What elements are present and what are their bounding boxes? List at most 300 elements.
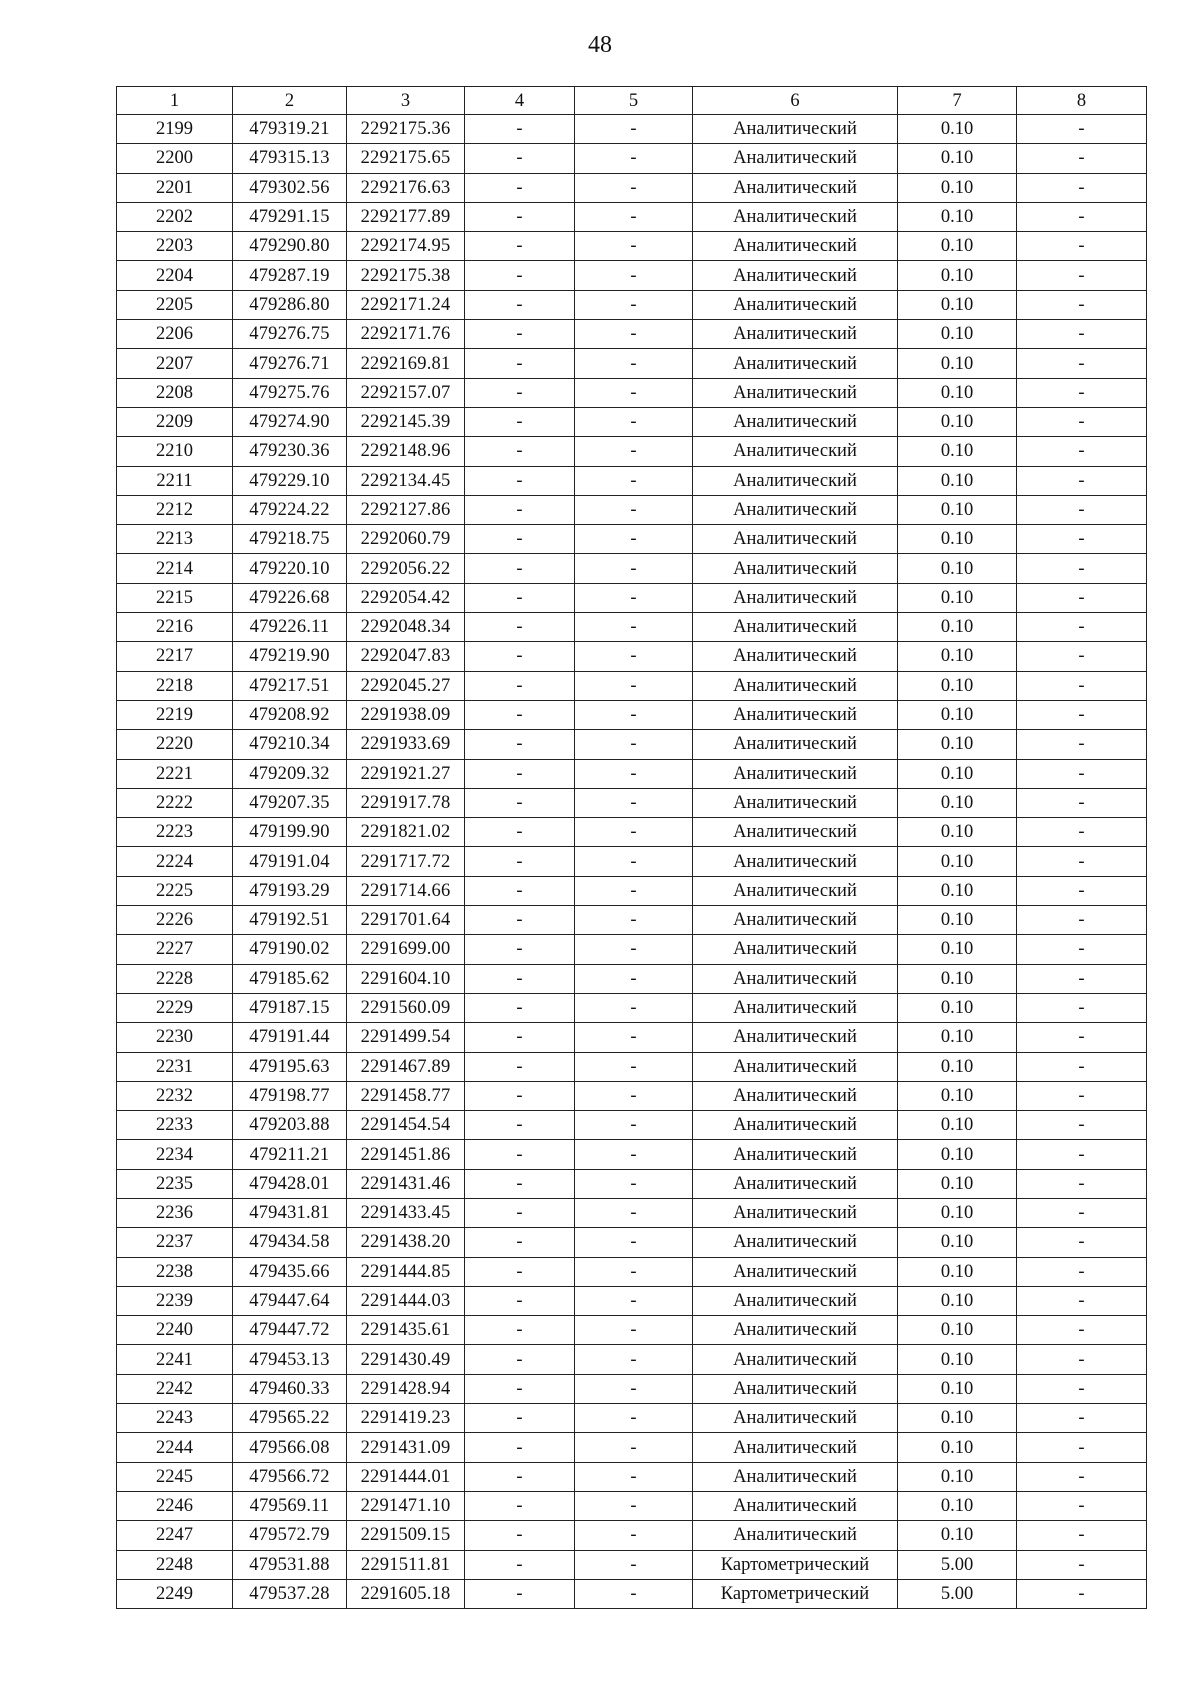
x-coordinate-cell: 479193.29 — [233, 876, 347, 905]
x-coordinate-cell: 479226.68 — [233, 583, 347, 612]
column-4-cell: - — [465, 964, 575, 993]
accuracy-cell: 0.10 — [898, 466, 1017, 495]
column-4-cell: - — [465, 495, 575, 524]
column-4-cell: - — [465, 407, 575, 436]
column-5-cell: - — [575, 935, 693, 964]
column-8-cell: - — [1017, 1169, 1147, 1198]
column-8-cell: - — [1017, 525, 1147, 554]
column-4-cell: - — [465, 1345, 575, 1374]
column-5-cell: - — [575, 320, 693, 349]
point-number-cell: 2247 — [117, 1521, 233, 1550]
column-4-cell: - — [465, 876, 575, 905]
table-row — [117, 1374, 1147, 1403]
column-5-cell: - — [575, 144, 693, 173]
table-row — [117, 378, 1147, 407]
column-4-cell: - — [465, 437, 575, 466]
column-5-cell: - — [575, 554, 693, 583]
accuracy-cell: 0.10 — [898, 613, 1017, 642]
column-4-cell: - — [465, 1198, 575, 1227]
x-coordinate-cell: 479275.76 — [233, 378, 347, 407]
column-5-cell: - — [575, 1081, 693, 1110]
point-number-cell: 2200 — [117, 144, 233, 173]
column-header: 7 — [898, 87, 1017, 115]
table-row — [117, 320, 1147, 349]
table-row — [117, 1491, 1147, 1520]
x-coordinate-cell: 479290.80 — [233, 232, 347, 261]
x-coordinate-cell: 479203.88 — [233, 1111, 347, 1140]
method-cell: Аналитический — [693, 232, 898, 261]
x-coordinate-cell: 479287.19 — [233, 261, 347, 290]
accuracy-cell: 0.10 — [898, 935, 1017, 964]
accuracy-cell: 0.10 — [898, 554, 1017, 583]
column-8-cell: - — [1017, 466, 1147, 495]
column-5-cell: - — [575, 818, 693, 847]
table-row — [117, 700, 1147, 729]
point-number-cell: 2209 — [117, 407, 233, 436]
method-cell: Аналитический — [693, 1169, 898, 1198]
accuracy-cell: 0.10 — [898, 1404, 1017, 1433]
column-8-cell: - — [1017, 876, 1147, 905]
table-row — [117, 202, 1147, 231]
method-cell: Аналитический — [693, 1521, 898, 1550]
column-5-cell: - — [575, 671, 693, 700]
column-4-cell: - — [465, 993, 575, 1022]
column-4-cell: - — [465, 144, 575, 173]
column-4-cell: - — [465, 671, 575, 700]
table-row — [117, 1521, 1147, 1550]
y-coordinate-cell: 2291454.54 — [347, 1111, 465, 1140]
column-5-cell: - — [575, 1140, 693, 1169]
table-row — [117, 261, 1147, 290]
method-cell: Аналитический — [693, 1198, 898, 1227]
method-cell: Аналитический — [693, 144, 898, 173]
column-5-cell: - — [575, 993, 693, 1022]
method-cell: Аналитический — [693, 583, 898, 612]
point-number-cell: 2248 — [117, 1550, 233, 1579]
column-8-cell: - — [1017, 583, 1147, 612]
column-header: 2 — [233, 87, 347, 115]
x-coordinate-cell: 479219.90 — [233, 642, 347, 671]
y-coordinate-cell: 2291821.02 — [347, 818, 465, 847]
column-4-cell: - — [465, 700, 575, 729]
method-cell: Аналитический — [693, 1433, 898, 1462]
y-coordinate-cell: 2291604.10 — [347, 964, 465, 993]
accuracy-cell: 5.00 — [898, 1579, 1017, 1608]
column-5-cell: - — [575, 232, 693, 261]
y-coordinate-cell: 2291433.45 — [347, 1198, 465, 1227]
column-8-cell: - — [1017, 1257, 1147, 1286]
column-5-cell: - — [575, 730, 693, 759]
column-4-cell: - — [465, 642, 575, 671]
column-5-cell: - — [575, 261, 693, 290]
point-number-cell: 2210 — [117, 437, 233, 466]
table-row — [117, 1286, 1147, 1315]
column-4-cell: - — [465, 906, 575, 935]
table-row — [117, 1140, 1147, 1169]
y-coordinate-cell: 2291511.81 — [347, 1550, 465, 1579]
y-coordinate-cell: 2291701.64 — [347, 906, 465, 935]
y-coordinate-cell: 2291938.09 — [347, 700, 465, 729]
method-cell: Аналитический — [693, 964, 898, 993]
column-5-cell: - — [575, 349, 693, 378]
x-coordinate-cell: 479453.13 — [233, 1345, 347, 1374]
column-8-cell: - — [1017, 1345, 1147, 1374]
column-4-cell: - — [465, 847, 575, 876]
column-header: 8 — [1017, 87, 1147, 115]
column-8-cell: - — [1017, 906, 1147, 935]
accuracy-cell: 0.10 — [898, 1257, 1017, 1286]
table-row — [117, 525, 1147, 554]
column-5-cell: - — [575, 1345, 693, 1374]
method-cell: Аналитический — [693, 700, 898, 729]
method-cell: Аналитический — [693, 1345, 898, 1374]
point-number-cell: 2216 — [117, 613, 233, 642]
table-row — [117, 613, 1147, 642]
method-cell: Аналитический — [693, 993, 898, 1022]
accuracy-cell: 0.10 — [898, 349, 1017, 378]
column-8-cell: - — [1017, 730, 1147, 759]
y-coordinate-cell: 2292169.81 — [347, 349, 465, 378]
column-5-cell: - — [575, 1169, 693, 1198]
column-4-cell: - — [465, 788, 575, 817]
column-8-cell: - — [1017, 700, 1147, 729]
y-coordinate-cell: 2291699.00 — [347, 935, 465, 964]
table-row — [117, 671, 1147, 700]
method-cell: Аналитический — [693, 847, 898, 876]
method-cell: Аналитический — [693, 613, 898, 642]
accuracy-cell: 5.00 — [898, 1550, 1017, 1579]
column-5-cell: - — [575, 290, 693, 319]
table-row — [117, 495, 1147, 524]
column-5-cell: - — [575, 1023, 693, 1052]
column-5-cell: - — [575, 1491, 693, 1520]
point-number-cell: 2199 — [117, 115, 233, 144]
column-4-cell: - — [465, 1140, 575, 1169]
column-4-cell: - — [465, 935, 575, 964]
point-number-cell: 2213 — [117, 525, 233, 554]
column-5-cell: - — [575, 525, 693, 554]
point-number-cell: 2235 — [117, 1169, 233, 1198]
column-8-cell: - — [1017, 1140, 1147, 1169]
point-number-cell: 2249 — [117, 1579, 233, 1608]
x-coordinate-cell: 479217.51 — [233, 671, 347, 700]
table-row — [117, 144, 1147, 173]
y-coordinate-cell: 2292157.07 — [347, 378, 465, 407]
table-row — [117, 964, 1147, 993]
column-5-cell: - — [575, 964, 693, 993]
accuracy-cell: 0.10 — [898, 378, 1017, 407]
table-row — [117, 407, 1147, 436]
column-4-cell: - — [465, 1023, 575, 1052]
column-8-cell: - — [1017, 1111, 1147, 1140]
column-4-cell: - — [465, 818, 575, 847]
y-coordinate-cell: 2291428.94 — [347, 1374, 465, 1403]
method-cell: Аналитический — [693, 1374, 898, 1403]
accuracy-cell: 0.10 — [898, 495, 1017, 524]
column-5-cell: - — [575, 759, 693, 788]
accuracy-cell: 0.10 — [898, 1198, 1017, 1227]
point-number-cell: 2219 — [117, 700, 233, 729]
column-5-cell: - — [575, 115, 693, 144]
column-4-cell: - — [465, 466, 575, 495]
table-row — [117, 1345, 1147, 1374]
accuracy-cell: 0.10 — [898, 232, 1017, 261]
y-coordinate-cell: 2292145.39 — [347, 407, 465, 436]
column-8-cell: - — [1017, 144, 1147, 173]
x-coordinate-cell: 479192.51 — [233, 906, 347, 935]
accuracy-cell: 0.10 — [898, 964, 1017, 993]
column-5-cell: - — [575, 1257, 693, 1286]
y-coordinate-cell: 2292171.24 — [347, 290, 465, 319]
method-cell: Аналитический — [693, 407, 898, 436]
y-coordinate-cell: 2291444.01 — [347, 1462, 465, 1491]
table-row — [117, 730, 1147, 759]
point-number-cell: 2220 — [117, 730, 233, 759]
point-number-cell: 2241 — [117, 1345, 233, 1374]
y-coordinate-cell: 2291933.69 — [347, 730, 465, 759]
x-coordinate-cell: 479565.22 — [233, 1404, 347, 1433]
accuracy-cell: 0.10 — [898, 173, 1017, 202]
accuracy-cell: 0.10 — [898, 1491, 1017, 1520]
column-8-cell: - — [1017, 1286, 1147, 1315]
y-coordinate-cell: 2291444.85 — [347, 1257, 465, 1286]
method-cell: Аналитический — [693, 671, 898, 700]
x-coordinate-cell: 479229.10 — [233, 466, 347, 495]
accuracy-cell: 0.10 — [898, 1521, 1017, 1550]
page-number: 48 — [588, 32, 612, 58]
method-cell: Аналитический — [693, 290, 898, 319]
x-coordinate-cell: 479428.01 — [233, 1169, 347, 1198]
point-number-cell: 2236 — [117, 1198, 233, 1227]
point-number-cell: 2206 — [117, 320, 233, 349]
y-coordinate-cell: 2292175.65 — [347, 144, 465, 173]
x-coordinate-cell: 479566.08 — [233, 1433, 347, 1462]
point-number-cell: 2221 — [117, 759, 233, 788]
y-coordinate-cell: 2291714.66 — [347, 876, 465, 905]
point-number-cell: 2214 — [117, 554, 233, 583]
method-cell: Аналитический — [693, 1228, 898, 1257]
table-row — [117, 1257, 1147, 1286]
method-cell: Аналитический — [693, 1316, 898, 1345]
column-4-cell: - — [465, 759, 575, 788]
method-cell: Аналитический — [693, 495, 898, 524]
column-4-cell: - — [465, 1433, 575, 1462]
accuracy-cell: 0.10 — [898, 261, 1017, 290]
table-row — [117, 554, 1147, 583]
column-5-cell: - — [575, 788, 693, 817]
x-coordinate-cell: 479447.64 — [233, 1286, 347, 1315]
point-number-cell: 2224 — [117, 847, 233, 876]
x-coordinate-cell: 479537.28 — [233, 1579, 347, 1608]
table-row — [117, 818, 1147, 847]
accuracy-cell: 0.10 — [898, 202, 1017, 231]
column-5-cell: - — [575, 1374, 693, 1403]
accuracy-cell: 0.10 — [898, 1228, 1017, 1257]
x-coordinate-cell: 479220.10 — [233, 554, 347, 583]
column-5-cell: - — [575, 378, 693, 407]
y-coordinate-cell: 2291499.54 — [347, 1023, 465, 1052]
column-4-cell: - — [465, 1052, 575, 1081]
y-coordinate-cell: 2291467.89 — [347, 1052, 465, 1081]
point-number-cell: 2242 — [117, 1374, 233, 1403]
column-8-cell: - — [1017, 320, 1147, 349]
x-coordinate-cell: 479226.11 — [233, 613, 347, 642]
x-coordinate-cell: 479276.71 — [233, 349, 347, 378]
column-5-cell: - — [575, 466, 693, 495]
column-8-cell: - — [1017, 1579, 1147, 1608]
column-4-cell: - — [465, 1257, 575, 1286]
y-coordinate-cell: 2292148.96 — [347, 437, 465, 466]
table-row — [117, 993, 1147, 1022]
accuracy-cell: 0.10 — [898, 876, 1017, 905]
table-header-row — [117, 87, 1147, 115]
column-4-cell: - — [465, 378, 575, 407]
point-number-cell: 2211 — [117, 466, 233, 495]
column-5-cell: - — [575, 1111, 693, 1140]
point-number-cell: 2217 — [117, 642, 233, 671]
column-4-cell: - — [465, 115, 575, 144]
y-coordinate-cell: 2292060.79 — [347, 525, 465, 554]
point-number-cell: 2240 — [117, 1316, 233, 1345]
method-cell: Аналитический — [693, 759, 898, 788]
method-cell: Аналитический — [693, 525, 898, 554]
method-cell: Аналитический — [693, 378, 898, 407]
accuracy-cell: 0.10 — [898, 906, 1017, 935]
column-5-cell: - — [575, 906, 693, 935]
table-body — [117, 87, 1147, 1609]
method-cell: Аналитический — [693, 906, 898, 935]
column-8-cell: - — [1017, 495, 1147, 524]
method-cell: Аналитический — [693, 466, 898, 495]
point-number-cell: 2228 — [117, 964, 233, 993]
column-4-cell: - — [465, 613, 575, 642]
column-header: 6 — [693, 87, 898, 115]
column-8-cell: - — [1017, 554, 1147, 583]
column-5-cell: - — [575, 495, 693, 524]
y-coordinate-cell: 2291921.27 — [347, 759, 465, 788]
accuracy-cell: 0.10 — [898, 320, 1017, 349]
column-8-cell: - — [1017, 613, 1147, 642]
method-cell: Аналитический — [693, 1081, 898, 1110]
accuracy-cell: 0.10 — [898, 407, 1017, 436]
accuracy-cell: 0.10 — [898, 144, 1017, 173]
column-8-cell: - — [1017, 935, 1147, 964]
method-cell: Аналитический — [693, 261, 898, 290]
column-4-cell: - — [465, 1286, 575, 1315]
column-8-cell: - — [1017, 818, 1147, 847]
y-coordinate-cell: 2292174.95 — [347, 232, 465, 261]
column-8-cell: - — [1017, 1433, 1147, 1462]
y-coordinate-cell: 2292171.76 — [347, 320, 465, 349]
table-row — [117, 1081, 1147, 1110]
column-4-cell: - — [465, 1169, 575, 1198]
table-row — [117, 1198, 1147, 1227]
column-4-cell: - — [465, 1374, 575, 1403]
point-number-cell: 2231 — [117, 1052, 233, 1081]
column-4-cell: - — [465, 1521, 575, 1550]
column-8-cell: - — [1017, 349, 1147, 378]
point-number-cell: 2202 — [117, 202, 233, 231]
column-4-cell: - — [465, 232, 575, 261]
point-number-cell: 2243 — [117, 1404, 233, 1433]
column-header: 5 — [575, 87, 693, 115]
table-row — [117, 232, 1147, 261]
column-8-cell: - — [1017, 993, 1147, 1022]
column-5-cell: - — [575, 1316, 693, 1345]
table-row — [117, 1433, 1147, 1462]
x-coordinate-cell: 479230.36 — [233, 437, 347, 466]
column-4-cell: - — [465, 290, 575, 319]
column-8-cell: - — [1017, 1052, 1147, 1081]
column-5-cell: - — [575, 613, 693, 642]
point-number-cell: 2215 — [117, 583, 233, 612]
y-coordinate-cell: 2292127.86 — [347, 495, 465, 524]
y-coordinate-cell: 2291444.03 — [347, 1286, 465, 1315]
y-coordinate-cell: 2292176.63 — [347, 173, 465, 202]
column-5-cell: - — [575, 1462, 693, 1491]
x-coordinate-cell: 479531.88 — [233, 1550, 347, 1579]
method-cell: Аналитический — [693, 1404, 898, 1433]
x-coordinate-cell: 479185.62 — [233, 964, 347, 993]
point-number-cell: 2246 — [117, 1491, 233, 1520]
column-8-cell: - — [1017, 1550, 1147, 1579]
x-coordinate-cell: 479569.11 — [233, 1491, 347, 1520]
point-number-cell: 2237 — [117, 1228, 233, 1257]
table-row — [117, 290, 1147, 319]
x-coordinate-cell: 479319.21 — [233, 115, 347, 144]
y-coordinate-cell: 2292047.83 — [347, 642, 465, 671]
y-coordinate-cell: 2291451.86 — [347, 1140, 465, 1169]
accuracy-cell: 0.10 — [898, 1111, 1017, 1140]
point-number-cell: 2204 — [117, 261, 233, 290]
column-5-cell: - — [575, 1286, 693, 1315]
point-number-cell: 2238 — [117, 1257, 233, 1286]
column-4-cell: - — [465, 202, 575, 231]
accuracy-cell: 0.10 — [898, 1023, 1017, 1052]
point-number-cell: 2207 — [117, 349, 233, 378]
point-number-cell: 2227 — [117, 935, 233, 964]
column-5-cell: - — [575, 173, 693, 202]
x-coordinate-cell: 479572.79 — [233, 1521, 347, 1550]
column-5-cell: - — [575, 1404, 693, 1433]
x-coordinate-cell: 479274.90 — [233, 407, 347, 436]
y-coordinate-cell: 2291560.09 — [347, 993, 465, 1022]
y-coordinate-cell: 2291430.49 — [347, 1345, 465, 1374]
x-coordinate-cell: 479291.15 — [233, 202, 347, 231]
y-coordinate-cell: 2291435.61 — [347, 1316, 465, 1345]
point-number-cell: 2223 — [117, 818, 233, 847]
y-coordinate-cell: 2291419.23 — [347, 1404, 465, 1433]
y-coordinate-cell: 2292045.27 — [347, 671, 465, 700]
table-row — [117, 906, 1147, 935]
accuracy-cell: 0.10 — [898, 788, 1017, 817]
x-coordinate-cell: 479218.75 — [233, 525, 347, 554]
table-row — [117, 173, 1147, 202]
y-coordinate-cell: 2291431.46 — [347, 1169, 465, 1198]
method-cell: Аналитический — [693, 1111, 898, 1140]
point-number-cell: 2230 — [117, 1023, 233, 1052]
column-5-cell: - — [575, 1521, 693, 1550]
x-coordinate-cell: 479207.35 — [233, 788, 347, 817]
column-5-cell: - — [575, 437, 693, 466]
x-coordinate-cell: 479434.58 — [233, 1228, 347, 1257]
column-8-cell: - — [1017, 407, 1147, 436]
column-8-cell: - — [1017, 1374, 1147, 1403]
table-row — [117, 115, 1147, 144]
column-4-cell: - — [465, 320, 575, 349]
y-coordinate-cell: 2292056.22 — [347, 554, 465, 583]
x-coordinate-cell: 479198.77 — [233, 1081, 347, 1110]
